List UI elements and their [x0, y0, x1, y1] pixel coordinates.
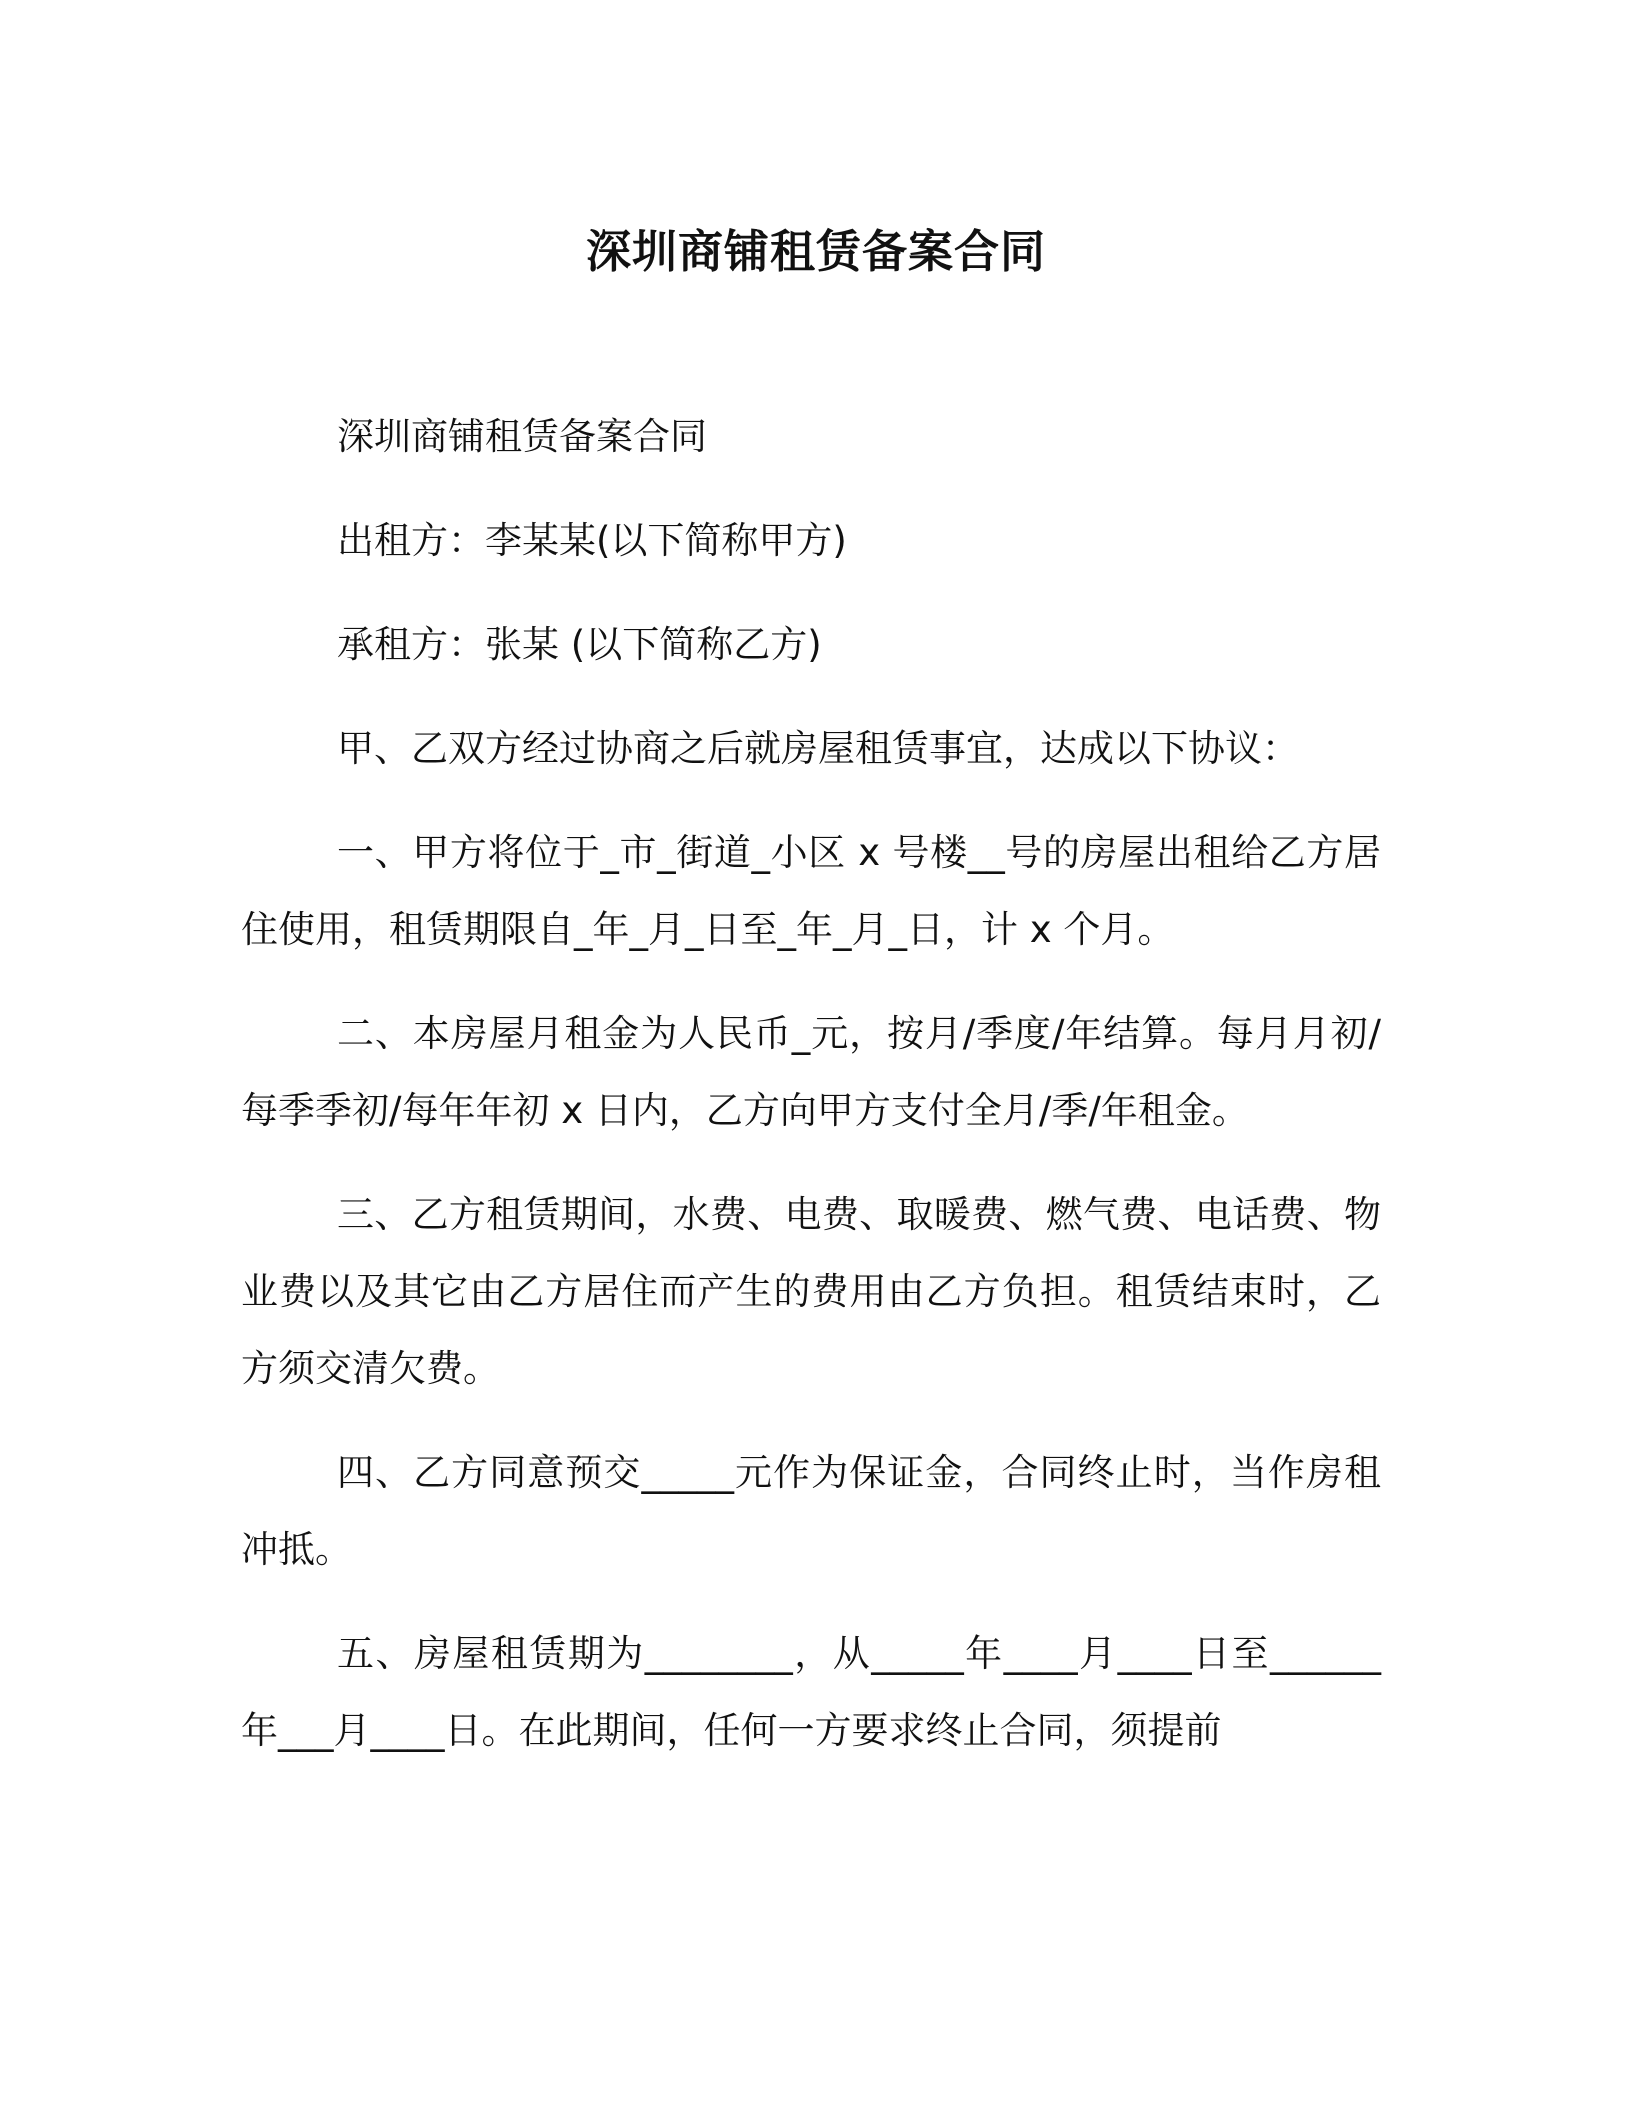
paragraph-clause-2: 二、本房屋月租金为人民币_元，按月/季度/年结算。每月月初/每季季初/每年年初 x 日内，乙方向甲方支付全月/季/年租金。	[241, 1012, 1381, 1132]
paragraph-lessor: 出租方：李某某(以下简称甲方)	[337, 519, 847, 562]
document-title: 深圳商铺租赁备案合同	[585, 225, 1046, 278]
paragraph-clause-3: 三、乙方租赁期间，水费、电费、取暖费、燃气费、电话费、物业费以及其它由乙方居住而产生的费用由乙方负担。租赁结束时，乙方须交清欠费。	[241, 1193, 1381, 1390]
paragraph-clause-4: 四、乙方同意预交_____元作为保证金，合同终止时，当作房租冲抵。	[241, 1451, 1381, 1571]
document-body	[241, 398, 1381, 1796]
paragraph-clause-1: 一、甲方将位于_市_街道_小区 x 号楼__号的房屋出租给乙方居住使用，租赁期限自_年_月_日至_年_月_日，计 x 个月。	[241, 831, 1381, 951]
paragraph-clause-5: 五、房屋租赁期为________，从_____年____月____日至______年___月____日。在此期间，任何一方要求终止合同，须提前	[241, 1632, 1381, 1752]
paragraph-subtitle: 深圳商铺租赁备案合同	[337, 415, 707, 458]
paragraph-lessee: 承租方：张某 (以下简称乙方)	[337, 623, 822, 666]
paragraph-agreement-intro: 甲、乙双方经过协商之后就房屋租赁事宜，达成以下协议：	[337, 727, 1299, 770]
